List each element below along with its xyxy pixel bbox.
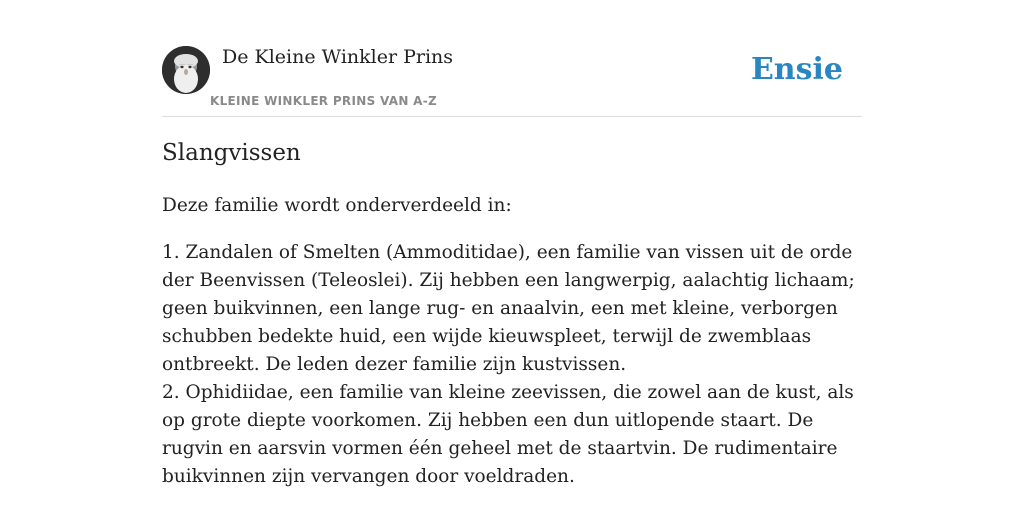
source-title[interactable]: De Kleine Winkler Prins xyxy=(222,46,454,68)
ensie-logo-link[interactable]: Ensie xyxy=(750,52,843,87)
article-title: Slangvissen xyxy=(162,140,301,166)
page xyxy=(162,0,862,512)
article-body xyxy=(162,192,862,491)
source-subtitle[interactable]: KLEINE WINKLER PRINS VAN A-Z xyxy=(210,94,438,108)
article-item-2: 2. Ophidiidae, een familie van kleine zeevissen, die zowel aan de kust, als op grote diepte voorkomen. Zij hebben een dun uitlopende staart. De rugvin en aarsvin vormen één geheel met de staartvin. De rudimentaire buikvinnen zijn vervangen door voeldraden. xyxy=(162,382,854,487)
header xyxy=(162,0,862,117)
article-item-1: 1. Zandalen of Smelten (Ammoditidae), een familie van vissen uit de orde der Beenvissen (Teleoslei). Zij hebben een langwerpig, aalachtig lichaam; geen buikvinnen, een lange rug- en anaalvin, een met kleine, verborgen schubben bedekte huid, een wijde kieuwspleet, terwijl de zwemblaas ontbreekt. De leden dezer familie zijn kustvissen. xyxy=(162,242,855,375)
article-intro: Deze familie wordt onderverdeeld in: xyxy=(162,195,512,216)
portrait-avatar-icon[interactable] xyxy=(162,46,210,94)
